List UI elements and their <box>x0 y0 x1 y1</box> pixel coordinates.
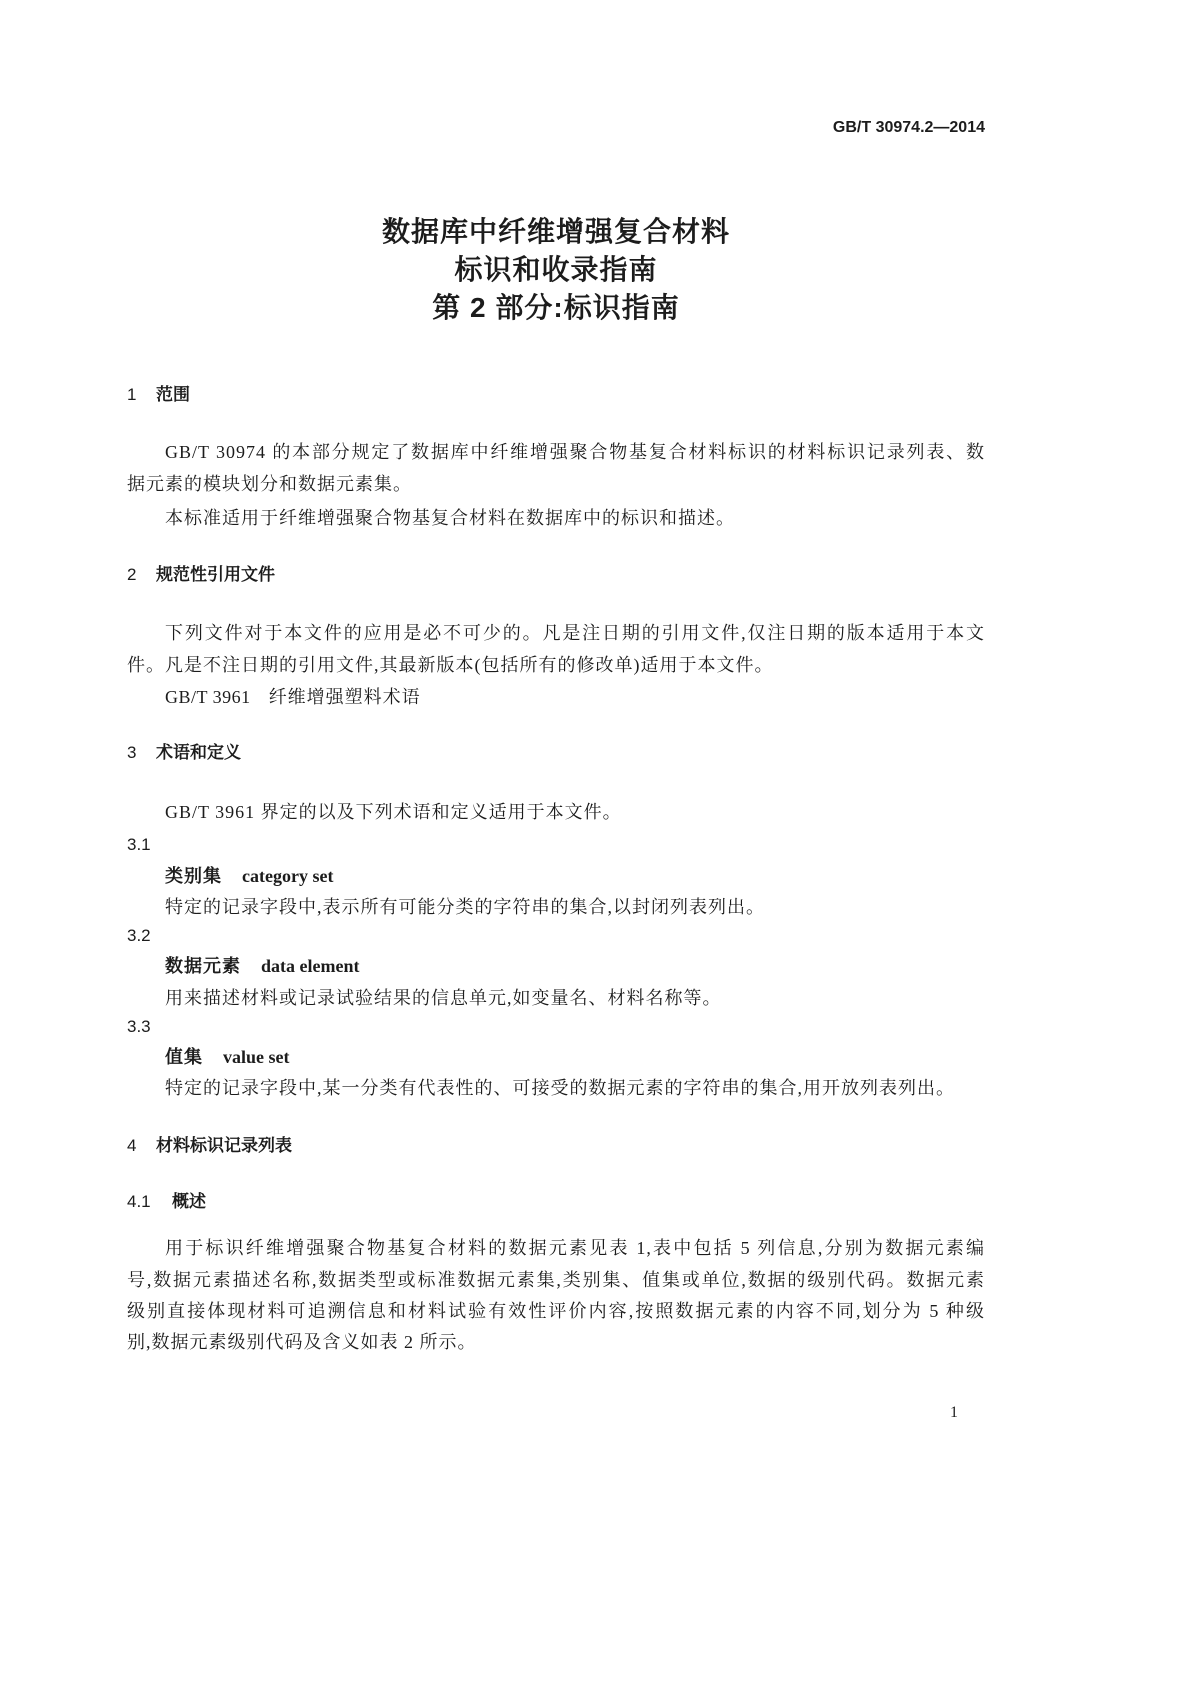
section-number: 4 <box>127 1136 137 1155</box>
term-heading <box>165 957 359 975</box>
term-chinese: 数据元素 <box>165 956 241 976</box>
paragraph-line: 下列文件对于本文件的应用是必不可少的。凡是注日期的引用文件,仅注日期的版本适用于本文 <box>165 623 985 643</box>
section-1-heading <box>127 386 190 404</box>
section-title: 规范性引用文件 <box>156 565 275 584</box>
subsection-title: 概述 <box>172 1192 206 1211</box>
paragraph-line: 据元素的模块划分和数据元素集。 <box>127 474 412 494</box>
term-number: 3.3 <box>127 1017 151 1036</box>
paragraph-line: 用于标识纤维增强聚合物基复合材料的数据元素见表 1,表中包括 5 列信息,分别为数据元素编 <box>165 1238 985 1258</box>
paragraph-line: 号,数据元素描述名称,数据类型或标准数据元素集,类别集、值集或单位,数据的级别代码。数据元素 <box>127 1270 985 1290</box>
term-definition: 特定的记录字段中,某一分类有代表性的、可接受的数据元素的字符串的集合,用开放列表列出。 <box>165 1078 955 1098</box>
term-number: 3.1 <box>127 835 151 854</box>
paragraph-line: 本标准适用于纤维增强聚合物基复合材料在数据库中的标识和描述。 <box>165 508 735 528</box>
term-english: data element <box>261 956 360 976</box>
term-heading <box>165 1048 290 1066</box>
section-number: 2 <box>127 565 137 584</box>
section-title: 术语和定义 <box>156 743 241 762</box>
section-title: 范围 <box>156 385 190 404</box>
term-definition: 用来描述材料或记录试验结果的信息单元,如变量名、材料名称等。 <box>165 988 722 1008</box>
term-number: 3.2 <box>127 926 151 945</box>
term-chinese: 值集 <box>165 1047 203 1067</box>
term-heading <box>165 867 333 885</box>
paragraph-line: GB/T 30974 的本部分规定了数据库中纤维增强聚合物基复合材料标识的材料标识记录列表、数 <box>165 442 985 462</box>
section-number: 1 <box>127 385 137 404</box>
paragraph-line: 件。凡是不注日期的引用文件,其最新版本(包括所有的修改单)适用于本文件。 <box>127 655 774 675</box>
paragraph-line: 别,数据元素级别代码及含义如表 2 所示。 <box>127 1332 477 1352</box>
reference-code: GB/T 3961 <box>165 687 251 707</box>
reference-title: 纤维增强塑料术语 <box>268 687 421 707</box>
subsection-number: 4.1 <box>127 1192 151 1211</box>
section-intro: GB/T 3961 界定的以及下列术语和定义适用于本文件。 <box>165 802 622 822</box>
title-line-2: 标识和收录指南 <box>454 254 658 285</box>
term-english: category set <box>242 866 334 886</box>
section-3-heading <box>127 744 241 762</box>
paragraph-line: 级别直接体现材料可追溯信息和材料试验有效性评价内容,按照数据元素的内容不同,划分为 5 种级 <box>127 1301 985 1321</box>
section-2-heading <box>127 566 275 584</box>
reference-entry <box>165 688 421 706</box>
term-chinese: 类别集 <box>165 866 222 886</box>
title-line-3: 第 2 部分:标识指南 <box>432 292 680 323</box>
term-english: value set <box>223 1047 290 1067</box>
subsection-4-1-heading <box>127 1193 206 1211</box>
standard-number: GB/T 30974.2—2014 <box>832 119 985 136</box>
title-line-1: 数据库中纤维增强复合材料 <box>381 216 730 247</box>
term-definition: 特定的记录字段中,表示所有可能分类的字符串的集合,以封闭列表列出。 <box>165 897 765 917</box>
section-4-heading <box>127 1137 292 1155</box>
section-number: 3 <box>127 743 137 762</box>
section-title: 材料标识记录列表 <box>156 1136 292 1155</box>
page-number: 1 <box>950 1404 958 1421</box>
